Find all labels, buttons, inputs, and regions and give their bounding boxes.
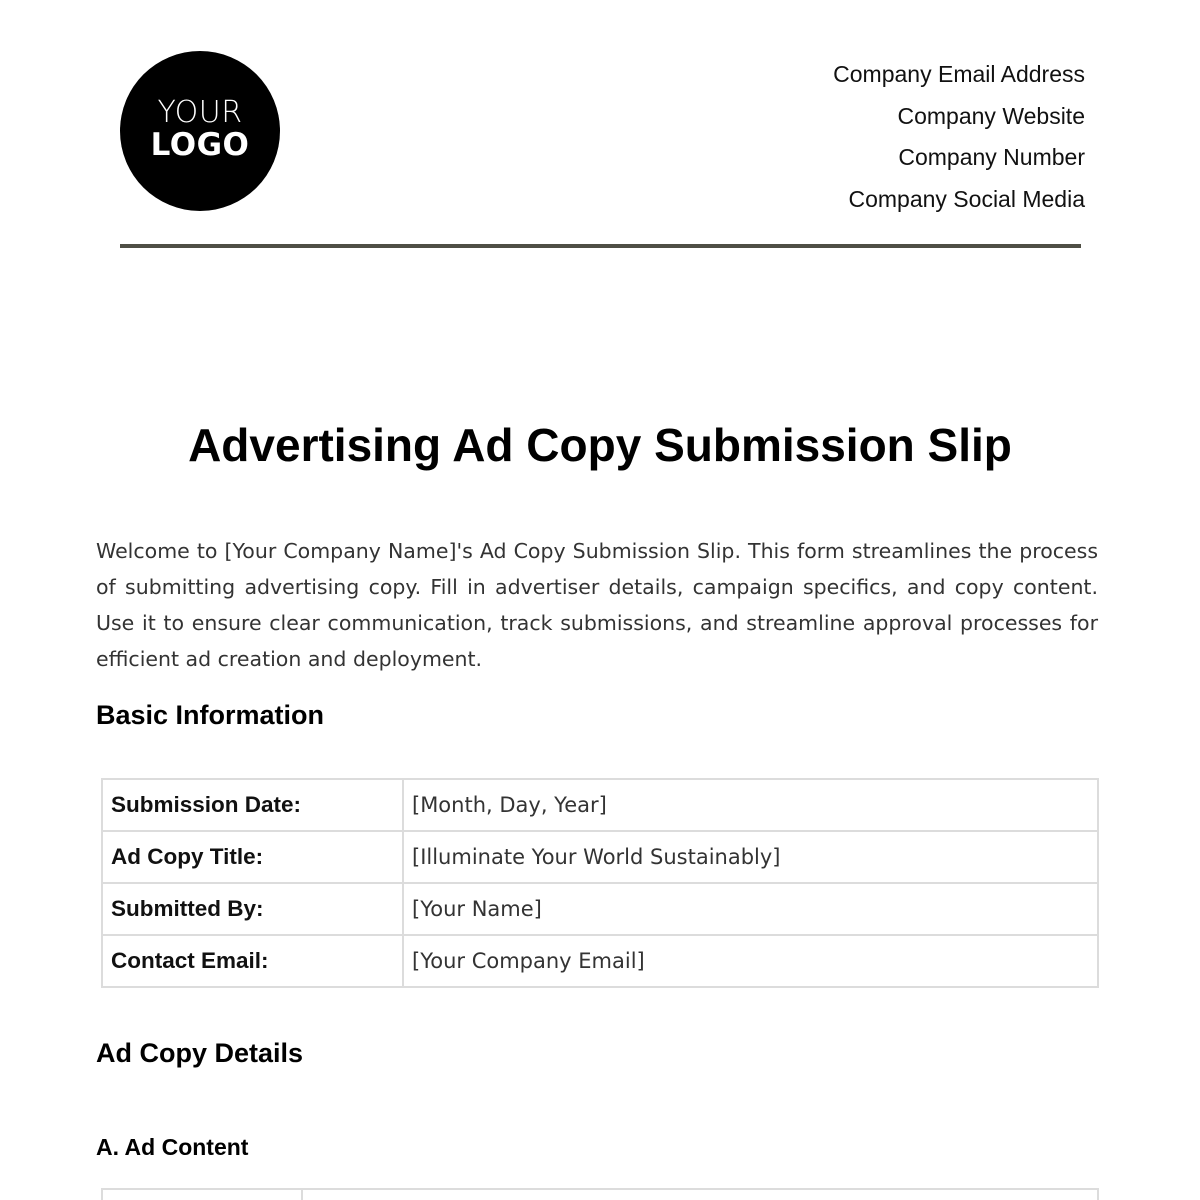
intro-paragraph: Welcome to [Your Company Name]'s Ad Copy Submission Slip. This form streamlines the process of submitting advertising copy. Fill in advertiser details, campaign specifics, and copy content. Use it to ensure clear communication, track submissions, and streamline approval processes for efficient ad creation and deployment. <box>96 539 1098 671</box>
contact-email-value: [Your Company Email] <box>403 935 1098 987</box>
table-row <box>102 883 1098 935</box>
table-row <box>102 831 1098 883</box>
basic-information-table <box>101 778 1099 988</box>
company-website: Company Website <box>897 102 1085 129</box>
field-value <box>302 1189 1098 1200</box>
company-number: Company Number <box>898 144 1085 171</box>
submission-date-value: [Month, Day, Year] <box>403 779 1098 831</box>
section-heading-basic-information: Basic Information <box>96 700 325 730</box>
field-label: Ad Copy Title: <box>102 831 403 883</box>
submitted-by-value: [Your Name] <box>403 883 1098 935</box>
document-title: Advertising Ad Copy Submission Slip <box>188 419 1012 471</box>
subsection-heading-ad-content: A. Ad Content <box>96 1134 249 1160</box>
header-divider <box>120 244 1081 248</box>
field-label: Submitted By: <box>102 883 403 935</box>
table-row <box>102 935 1098 987</box>
field-label <box>102 1189 302 1200</box>
company-social-media: Company Social Media <box>848 186 1085 213</box>
table-row <box>102 1189 1098 1200</box>
logo-text-your: YOUR <box>157 95 243 130</box>
company-contact-block <box>833 54 1085 221</box>
company-logo <box>120 51 280 211</box>
ad-copy-title-value: [Illuminate Your World Sustainably] <box>403 831 1098 883</box>
company-email: Company Email Address <box>833 61 1085 87</box>
section-heading-ad-copy-details: Ad Copy Details <box>96 1038 304 1068</box>
ad-content-table <box>101 1188 1099 1200</box>
table-row <box>102 779 1098 831</box>
field-label: Contact Email: <box>102 935 403 987</box>
field-label: Submission Date: <box>102 779 403 831</box>
logo-text-logo: LOGO <box>150 127 250 163</box>
